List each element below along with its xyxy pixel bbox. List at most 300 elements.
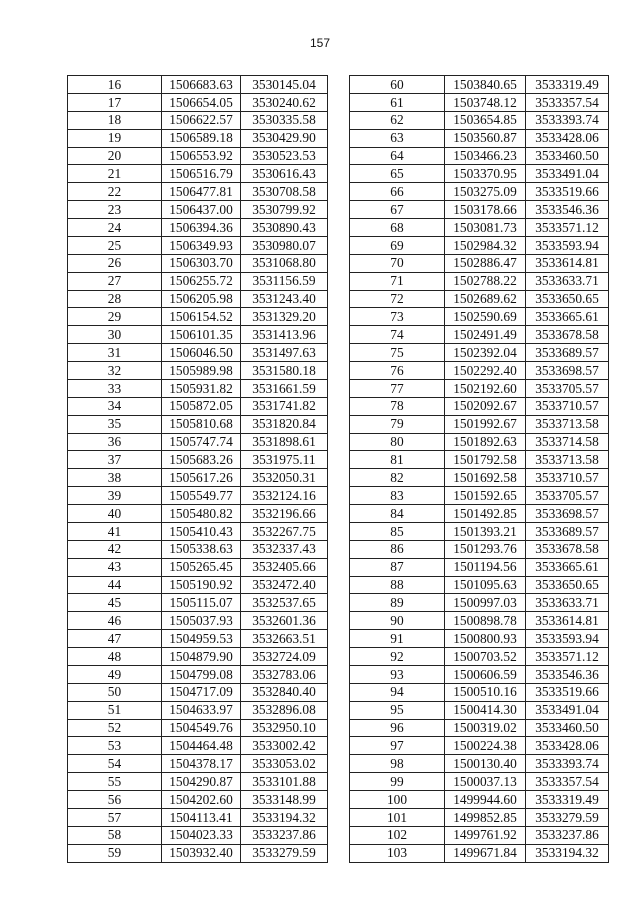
point-number-cell: 18: [68, 111, 162, 129]
x-coordinate-cell: 1500898.78: [445, 612, 526, 630]
point-number-cell: 39: [68, 487, 162, 505]
y-coordinate-cell: 3530523.53: [241, 147, 328, 165]
y-coordinate-cell: 3533393.74: [526, 755, 609, 773]
x-coordinate-cell: 1506516.79: [162, 165, 241, 183]
x-coordinate-cell: 1505617.26: [162, 469, 241, 487]
x-coordinate-cell: 1499852.85: [445, 808, 526, 826]
x-coordinate-cell: 1501692.58: [445, 469, 526, 487]
y-coordinate-cell: 3533665.61: [526, 308, 609, 326]
table-row: [350, 433, 609, 451]
table-row: [68, 594, 328, 612]
point-number-cell: 59: [68, 844, 162, 862]
table-row: [350, 487, 609, 505]
point-number-cell: 19: [68, 129, 162, 147]
table-row: [68, 540, 328, 558]
x-coordinate-cell: 1499761.92: [445, 826, 526, 844]
y-coordinate-cell: 3532472.40: [241, 576, 328, 594]
y-coordinate-cell: 3531741.82: [241, 397, 328, 415]
point-number-cell: 81: [350, 451, 445, 469]
point-number-cell: 32: [68, 362, 162, 380]
table-row: [350, 379, 609, 397]
x-coordinate-cell: 1502886.47: [445, 254, 526, 272]
point-number-cell: 71: [350, 272, 445, 290]
y-coordinate-cell: 3533650.65: [526, 290, 609, 308]
point-number-cell: 16: [68, 76, 162, 94]
x-coordinate-cell: 1506589.18: [162, 129, 241, 147]
x-coordinate-cell: 1503560.87: [445, 129, 526, 147]
table-row: [350, 183, 609, 201]
y-coordinate-cell: 3530335.58: [241, 111, 328, 129]
table-row: [350, 701, 609, 719]
y-coordinate-cell: 3533194.32: [526, 844, 609, 862]
y-coordinate-cell: 3533002.42: [241, 737, 328, 755]
x-coordinate-cell: 1501992.67: [445, 415, 526, 433]
point-number-cell: 63: [350, 129, 445, 147]
table-row: [350, 362, 609, 380]
y-coordinate-cell: 3533713.58: [526, 415, 609, 433]
y-coordinate-cell: 3533357.54: [526, 93, 609, 111]
point-number-cell: 27: [68, 272, 162, 290]
point-number-cell: 96: [350, 719, 445, 737]
point-number-cell: 91: [350, 630, 445, 648]
y-coordinate-cell: 3533101.88: [241, 773, 328, 791]
point-number-cell: 56: [68, 791, 162, 809]
x-coordinate-cell: 1502984.32: [445, 236, 526, 254]
table-row: [350, 415, 609, 433]
table-row: [350, 808, 609, 826]
point-number-cell: 21: [68, 165, 162, 183]
y-coordinate-cell: 3533393.74: [526, 111, 609, 129]
point-number-cell: 64: [350, 147, 445, 165]
y-coordinate-cell: 3533148.99: [241, 791, 328, 809]
x-coordinate-cell: 1501194.56: [445, 558, 526, 576]
point-number-cell: 24: [68, 219, 162, 237]
x-coordinate-cell: 1504959.53: [162, 630, 241, 648]
y-coordinate-cell: 3533614.81: [526, 254, 609, 272]
table-row: [68, 290, 328, 308]
y-coordinate-cell: 3532405.66: [241, 558, 328, 576]
point-number-cell: 46: [68, 612, 162, 630]
x-coordinate-cell: 1505810.68: [162, 415, 241, 433]
x-coordinate-cell: 1502192.60: [445, 379, 526, 397]
point-number-cell: 82: [350, 469, 445, 487]
y-coordinate-cell: 3530980.07: [241, 236, 328, 254]
table-row: [350, 719, 609, 737]
y-coordinate-cell: 3533689.57: [526, 522, 609, 540]
point-number-cell: 58: [68, 826, 162, 844]
x-coordinate-cell: 1501792.58: [445, 451, 526, 469]
y-coordinate-cell: 3533053.02: [241, 755, 328, 773]
point-number-cell: 69: [350, 236, 445, 254]
x-coordinate-cell: 1505410.43: [162, 522, 241, 540]
x-coordinate-cell: 1504633.97: [162, 701, 241, 719]
x-coordinate-cell: 1505115.07: [162, 594, 241, 612]
point-number-cell: 36: [68, 433, 162, 451]
point-number-cell: 90: [350, 612, 445, 630]
y-coordinate-cell: 3533279.59: [526, 808, 609, 826]
x-coordinate-cell: 1503932.40: [162, 844, 241, 862]
point-number-cell: 100: [350, 791, 445, 809]
y-coordinate-cell: 3530240.62: [241, 93, 328, 111]
y-coordinate-cell: 3531898.61: [241, 433, 328, 451]
y-coordinate-cell: 3533571.12: [526, 648, 609, 666]
point-number-cell: 53: [68, 737, 162, 755]
table-row: [68, 76, 328, 94]
x-coordinate-cell: 1500224.38: [445, 737, 526, 755]
x-coordinate-cell: 1501592.65: [445, 487, 526, 505]
x-coordinate-cell: 1505931.82: [162, 379, 241, 397]
table-row: [350, 76, 609, 94]
page-number: 157: [309, 36, 331, 50]
x-coordinate-cell: 1505480.82: [162, 505, 241, 523]
point-number-cell: 25: [68, 236, 162, 254]
x-coordinate-cell: 1502689.62: [445, 290, 526, 308]
point-number-cell: 73: [350, 308, 445, 326]
y-coordinate-cell: 3533194.32: [241, 808, 328, 826]
point-number-cell: 83: [350, 487, 445, 505]
x-coordinate-cell: 1501492.85: [445, 505, 526, 523]
y-coordinate-cell: 3532267.75: [241, 522, 328, 540]
x-coordinate-cell: 1501293.76: [445, 540, 526, 558]
table-row: [350, 254, 609, 272]
table-row: [350, 308, 609, 326]
x-coordinate-cell: 1504464.48: [162, 737, 241, 755]
point-number-cell: 77: [350, 379, 445, 397]
y-coordinate-cell: 3530429.90: [241, 129, 328, 147]
y-coordinate-cell: 3533714.58: [526, 433, 609, 451]
table-row: [350, 540, 609, 558]
table-row: [68, 719, 328, 737]
point-number-cell: 40: [68, 505, 162, 523]
point-number-cell: 33: [68, 379, 162, 397]
table-row: [350, 505, 609, 523]
table-row: [68, 773, 328, 791]
x-coordinate-cell: 1506622.57: [162, 111, 241, 129]
point-number-cell: 45: [68, 594, 162, 612]
x-coordinate-cell: 1505683.26: [162, 451, 241, 469]
point-number-cell: 34: [68, 397, 162, 415]
x-coordinate-cell: 1506101.35: [162, 326, 241, 344]
y-coordinate-cell: 3533698.57: [526, 505, 609, 523]
point-number-cell: 75: [350, 344, 445, 362]
x-coordinate-cell: 1503178.66: [445, 201, 526, 219]
point-number-cell: 94: [350, 683, 445, 701]
y-coordinate-cell: 3532196.66: [241, 505, 328, 523]
table-row: [68, 451, 328, 469]
x-coordinate-cell: 1504799.08: [162, 665, 241, 683]
x-coordinate-cell: 1506477.81: [162, 183, 241, 201]
x-coordinate-cell: 1506683.63: [162, 76, 241, 94]
table-row: [350, 272, 609, 290]
x-coordinate-cell: 1501892.63: [445, 433, 526, 451]
y-coordinate-cell: 3533678.58: [526, 326, 609, 344]
table-row: [350, 665, 609, 683]
x-coordinate-cell: 1505989.98: [162, 362, 241, 380]
x-coordinate-cell: 1506205.98: [162, 290, 241, 308]
table-row: [350, 397, 609, 415]
x-coordinate-cell: 1505872.05: [162, 397, 241, 415]
point-number-cell: 85: [350, 522, 445, 540]
y-coordinate-cell: 3532950.10: [241, 719, 328, 737]
point-number-cell: 79: [350, 415, 445, 433]
point-number-cell: 101: [350, 808, 445, 826]
point-number-cell: 70: [350, 254, 445, 272]
x-coordinate-cell: 1506394.36: [162, 219, 241, 237]
table-row: [350, 344, 609, 362]
point-number-cell: 29: [68, 308, 162, 326]
y-coordinate-cell: 3533357.54: [526, 773, 609, 791]
point-number-cell: 28: [68, 290, 162, 308]
table-row: [68, 379, 328, 397]
x-coordinate-cell: 1503081.73: [445, 219, 526, 237]
table-row: [350, 147, 609, 165]
y-coordinate-cell: 3532896.08: [241, 701, 328, 719]
y-coordinate-cell: 3531580.18: [241, 362, 328, 380]
x-coordinate-cell: 1505338.63: [162, 540, 241, 558]
x-coordinate-cell: 1503370.95: [445, 165, 526, 183]
x-coordinate-cell: 1503466.23: [445, 147, 526, 165]
table-row: [350, 451, 609, 469]
table-row: [350, 165, 609, 183]
point-number-cell: 88: [350, 576, 445, 594]
point-number-cell: 89: [350, 594, 445, 612]
x-coordinate-cell: 1503748.12: [445, 93, 526, 111]
point-number-cell: 68: [350, 219, 445, 237]
point-number-cell: 43: [68, 558, 162, 576]
x-coordinate-cell: 1504023.33: [162, 826, 241, 844]
point-number-cell: 98: [350, 755, 445, 773]
y-coordinate-cell: 3532840.40: [241, 683, 328, 701]
table-row: [68, 576, 328, 594]
table-row: [350, 129, 609, 147]
point-number-cell: 95: [350, 701, 445, 719]
y-coordinate-cell: 3532537.65: [241, 594, 328, 612]
point-number-cell: 48: [68, 648, 162, 666]
x-coordinate-cell: 1505747.74: [162, 433, 241, 451]
table-row: [350, 111, 609, 129]
point-number-cell: 60: [350, 76, 445, 94]
x-coordinate-cell: 1500414.30: [445, 701, 526, 719]
point-number-cell: 87: [350, 558, 445, 576]
table-row: [350, 683, 609, 701]
table-row: [350, 737, 609, 755]
table-row: [350, 201, 609, 219]
x-coordinate-cell: 1506303.70: [162, 254, 241, 272]
point-number-cell: 57: [68, 808, 162, 826]
table-row: [350, 844, 609, 862]
x-coordinate-cell: 1505190.92: [162, 576, 241, 594]
point-number-cell: 23: [68, 201, 162, 219]
table-row: [68, 755, 328, 773]
y-coordinate-cell: 3533428.06: [526, 129, 609, 147]
table-row: [350, 326, 609, 344]
y-coordinate-cell: 3533519.66: [526, 683, 609, 701]
table-row: [68, 93, 328, 111]
point-number-cell: 22: [68, 183, 162, 201]
point-number-cell: 52: [68, 719, 162, 737]
x-coordinate-cell: 1504113.41: [162, 808, 241, 826]
y-coordinate-cell: 3532124.16: [241, 487, 328, 505]
point-number-cell: 31: [68, 344, 162, 362]
x-coordinate-cell: 1500997.03: [445, 594, 526, 612]
table-row: [350, 236, 609, 254]
y-coordinate-cell: 3531497.63: [241, 344, 328, 362]
x-coordinate-cell: 1506046.50: [162, 344, 241, 362]
x-coordinate-cell: 1502092.67: [445, 397, 526, 415]
y-coordinate-cell: 3533689.57: [526, 344, 609, 362]
y-coordinate-cell: 3533698.57: [526, 362, 609, 380]
x-coordinate-cell: 1499944.60: [445, 791, 526, 809]
y-coordinate-cell: 3533614.81: [526, 612, 609, 630]
y-coordinate-cell: 3533519.66: [526, 183, 609, 201]
table-row: [68, 397, 328, 415]
table-row: [68, 844, 328, 862]
point-number-cell: 78: [350, 397, 445, 415]
y-coordinate-cell: 3531975.11: [241, 451, 328, 469]
table-row: [68, 308, 328, 326]
point-number-cell: 38: [68, 469, 162, 487]
y-coordinate-cell: 3532601.36: [241, 612, 328, 630]
table-row: [68, 558, 328, 576]
point-number-cell: 35: [68, 415, 162, 433]
point-number-cell: 80: [350, 433, 445, 451]
x-coordinate-cell: 1502392.04: [445, 344, 526, 362]
x-coordinate-cell: 1502292.40: [445, 362, 526, 380]
table-row: [68, 219, 328, 237]
y-coordinate-cell: 3533705.57: [526, 379, 609, 397]
point-number-cell: 30: [68, 326, 162, 344]
y-coordinate-cell: 3533665.61: [526, 558, 609, 576]
x-coordinate-cell: 1505265.45: [162, 558, 241, 576]
table-row: [350, 219, 609, 237]
x-coordinate-cell: 1506349.93: [162, 236, 241, 254]
y-coordinate-cell: 3533460.50: [526, 719, 609, 737]
x-coordinate-cell: 1500130.40: [445, 755, 526, 773]
table-row: [350, 773, 609, 791]
point-number-cell: 97: [350, 737, 445, 755]
point-number-cell: 84: [350, 505, 445, 523]
table-row: [68, 344, 328, 362]
point-number-cell: 20: [68, 147, 162, 165]
table-row: [68, 165, 328, 183]
table-row: [68, 683, 328, 701]
x-coordinate-cell: 1504202.60: [162, 791, 241, 809]
table-row: [68, 648, 328, 666]
table-row: [350, 826, 609, 844]
table-row: [350, 558, 609, 576]
table-row: [68, 469, 328, 487]
table-row: [68, 665, 328, 683]
y-coordinate-cell: 3532783.06: [241, 665, 328, 683]
y-coordinate-cell: 3533678.58: [526, 540, 609, 558]
point-number-cell: 72: [350, 290, 445, 308]
x-coordinate-cell: 1503840.65: [445, 76, 526, 94]
table-row: [68, 236, 328, 254]
y-coordinate-cell: 3533319.49: [526, 76, 609, 94]
point-number-cell: 51: [68, 701, 162, 719]
y-coordinate-cell: 3530708.58: [241, 183, 328, 201]
y-coordinate-cell: 3533237.86: [526, 826, 609, 844]
y-coordinate-cell: 3533705.57: [526, 487, 609, 505]
y-coordinate-cell: 3532724.09: [241, 648, 328, 666]
y-coordinate-cell: 3531068.80: [241, 254, 328, 272]
coordinates-table-left: [67, 75, 328, 863]
y-coordinate-cell: 3533237.86: [241, 826, 328, 844]
x-coordinate-cell: 1500037.13: [445, 773, 526, 791]
point-number-cell: 86: [350, 540, 445, 558]
table-row: [350, 594, 609, 612]
point-number-cell: 17: [68, 93, 162, 111]
x-coordinate-cell: 1502590.69: [445, 308, 526, 326]
table-row: [68, 272, 328, 290]
table-row: [68, 362, 328, 380]
y-coordinate-cell: 3533491.04: [526, 701, 609, 719]
table-row: [68, 737, 328, 755]
y-coordinate-cell: 3531413.96: [241, 326, 328, 344]
table-row: [68, 630, 328, 648]
point-number-cell: 67: [350, 201, 445, 219]
table-row: [68, 612, 328, 630]
x-coordinate-cell: 1505549.77: [162, 487, 241, 505]
point-number-cell: 26: [68, 254, 162, 272]
x-coordinate-cell: 1500800.93: [445, 630, 526, 648]
y-coordinate-cell: 3533710.57: [526, 397, 609, 415]
x-coordinate-cell: 1501393.21: [445, 522, 526, 540]
y-coordinate-cell: 3530890.43: [241, 219, 328, 237]
table-row: [350, 755, 609, 773]
point-number-cell: 50: [68, 683, 162, 701]
table-row: [68, 326, 328, 344]
point-number-cell: 93: [350, 665, 445, 683]
x-coordinate-cell: 1504378.17: [162, 755, 241, 773]
table-row: [350, 469, 609, 487]
point-number-cell: 61: [350, 93, 445, 111]
y-coordinate-cell: 3533319.49: [526, 791, 609, 809]
table-row: [68, 701, 328, 719]
y-coordinate-cell: 3533633.71: [526, 594, 609, 612]
point-number-cell: 65: [350, 165, 445, 183]
y-coordinate-cell: 3532050.31: [241, 469, 328, 487]
x-coordinate-cell: 1500703.52: [445, 648, 526, 666]
y-coordinate-cell: 3533460.50: [526, 147, 609, 165]
y-coordinate-cell: 3533593.94: [526, 630, 609, 648]
y-coordinate-cell: 3531156.59: [241, 272, 328, 290]
y-coordinate-cell: 3530145.04: [241, 76, 328, 94]
x-coordinate-cell: 1505037.93: [162, 612, 241, 630]
table-row: [68, 505, 328, 523]
table-row: [350, 290, 609, 308]
x-coordinate-cell: 1503275.09: [445, 183, 526, 201]
table-row: [68, 111, 328, 129]
table-row: [350, 630, 609, 648]
y-coordinate-cell: 3533279.59: [241, 844, 328, 862]
y-coordinate-cell: 3533546.36: [526, 665, 609, 683]
point-number-cell: 62: [350, 111, 445, 129]
x-coordinate-cell: 1506154.52: [162, 308, 241, 326]
y-coordinate-cell: 3533428.06: [526, 737, 609, 755]
coordinates-table-right: [349, 75, 609, 863]
point-number-cell: 76: [350, 362, 445, 380]
y-coordinate-cell: 3531243.40: [241, 290, 328, 308]
point-number-cell: 42: [68, 540, 162, 558]
y-coordinate-cell: 3530799.92: [241, 201, 328, 219]
point-number-cell: 37: [68, 451, 162, 469]
y-coordinate-cell: 3533713.58: [526, 451, 609, 469]
x-coordinate-cell: 1500606.59: [445, 665, 526, 683]
point-number-cell: 47: [68, 630, 162, 648]
point-number-cell: 49: [68, 665, 162, 683]
x-coordinate-cell: 1502491.49: [445, 326, 526, 344]
